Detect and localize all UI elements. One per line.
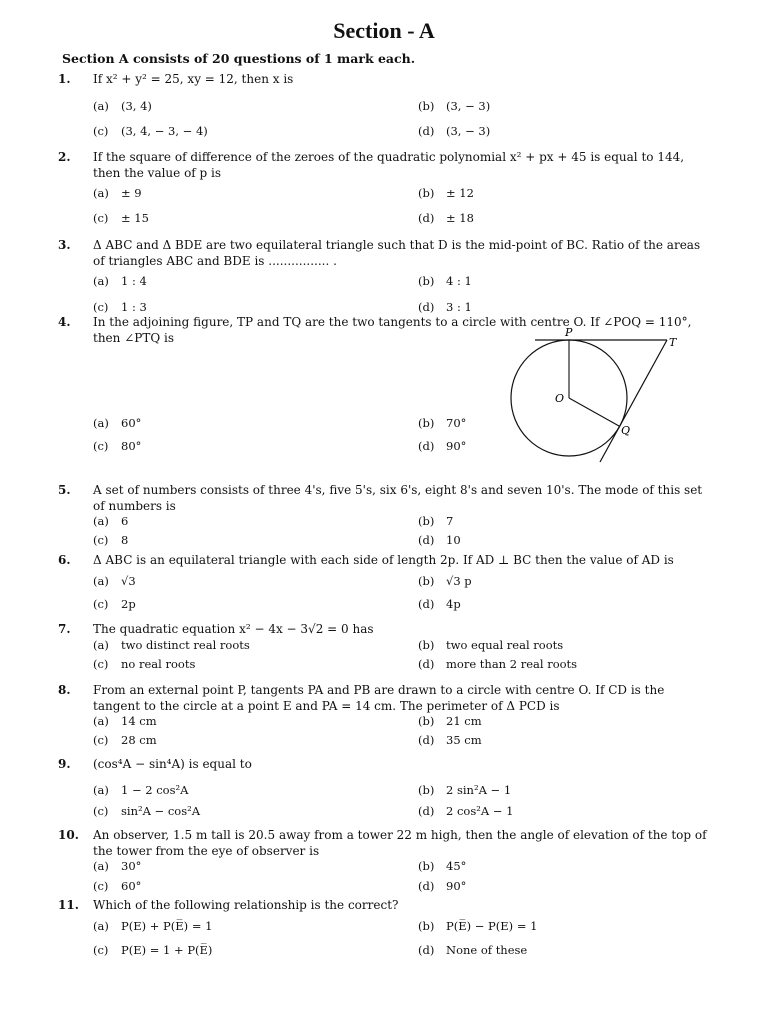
option-a: (a) 60°	[93, 416, 142, 430]
question-text: In the adjoining figure, TP and TQ are the two tangents to a circle with centre O. If ∠POQ = 110°, then ∠PTQ is	[93, 315, 692, 345]
option-c: (c) 60°	[93, 879, 142, 893]
option-d: (d) ± 18	[418, 211, 474, 225]
option-a: (a) 6	[93, 514, 129, 528]
option-d: (d) more than 2 real roots	[418, 657, 578, 671]
option-d: (d) 90°	[418, 879, 467, 893]
option-d: (d) 4p	[418, 597, 461, 611]
question-text: If the square of difference of the zeroes of the quadratic polynomial x² + px + 45 is equal to 144, then the value of p is	[93, 150, 685, 180]
option-b: (b) 70°	[418, 416, 467, 430]
question-text: If x² + y² = 25, xy = 12, then x is	[93, 72, 294, 86]
option-c: (c) 28 cm	[93, 733, 157, 747]
question-number: 10.	[58, 828, 79, 842]
question-number: 11.	[58, 898, 79, 912]
label-p: P	[565, 326, 573, 339]
option-a: (a) ± 9	[93, 186, 142, 200]
label-o: O	[555, 392, 565, 405]
option-c: (c) 8	[93, 533, 129, 547]
question-number: 4.	[58, 315, 71, 329]
option-a: (a) 1 : 4	[93, 274, 147, 288]
question-number: 7.	[58, 622, 71, 636]
option-c: (c) P(E) = 1 + P(E̅)	[93, 943, 213, 957]
label-t: T	[669, 336, 677, 349]
question-text: A set of numbers consists of three 4's, five 5's, six 6's, eight 8's and seven 10's. The mode of this set of numbers is	[93, 483, 703, 513]
tangent-circle-figure	[495, 324, 675, 466]
option-a: (a) √3	[93, 574, 136, 588]
option-b: (b) (3, − 3)	[418, 99, 491, 113]
option-b: (b) 45°	[418, 859, 467, 873]
option-d: (d) 3 : 1	[418, 300, 472, 314]
question-number: 8.	[58, 683, 71, 697]
option-c: (c) sin²A − cos²A	[93, 804, 201, 818]
option-a: (a) two distinct real roots	[93, 638, 250, 652]
option-a: (a) 30°	[93, 859, 142, 873]
option-b: (b) ± 12	[418, 186, 474, 200]
tangent-tq	[600, 340, 667, 462]
option-b: (b) two equal real roots	[418, 638, 564, 652]
question-text: From an external point P, tangents PA and PB are drawn to a circle with centre O. If CD is the tangent to the circle at a point E and PA = 14 cm. The perimeter of Δ PCD is	[93, 683, 665, 713]
option-b: (b) 2 sin²A − 1	[418, 783, 512, 797]
option-d: (d) 2 cos²A − 1	[418, 804, 514, 818]
section-title: Section - A	[333, 18, 435, 43]
option-b: (b) 7	[418, 514, 454, 528]
radius-oq	[569, 398, 619, 426]
option-a: (a) P(E) + P(E̅) = 1	[93, 919, 213, 933]
option-d: (d) 90°	[418, 439, 467, 453]
question-number: 2.	[58, 150, 71, 164]
option-d: (d) 10	[418, 533, 461, 547]
label-q: Q	[621, 424, 631, 437]
option-c: (c) 1 : 3	[93, 300, 147, 314]
question-text: The quadratic equation x² − 4x − 3√2 = 0 has	[93, 622, 374, 636]
option-a: (a) (3, 4)	[93, 99, 152, 113]
question-text: Δ ABC is an equilateral triangle with each side of length 2p. If AD ⊥ BC then the value of AD is	[93, 553, 674, 567]
option-c: (c) no real roots	[93, 657, 196, 671]
option-b: (b) 4 : 1	[418, 274, 472, 288]
question-text: An observer, 1.5 m tall is 20.5 away from a tower 22 m high, then the angle of elevation of the top of the tower from the eye of observer is	[93, 828, 707, 858]
option-d: (d) 35 cm	[418, 733, 482, 747]
option-a: (a) 1 − 2 cos²A	[93, 783, 189, 797]
option-b: (b) P(E̅) − P(E) = 1	[418, 919, 538, 933]
question-text: (cos⁴A − sin⁴A) is equal to	[93, 757, 252, 771]
option-a: (a) 14 cm	[93, 714, 157, 728]
question-number: 9.	[58, 757, 71, 771]
option-c: (c) ± 15	[93, 211, 149, 225]
question-number: 6.	[58, 553, 71, 567]
question-number: 5.	[58, 483, 71, 497]
option-c: (c) 2p	[93, 597, 136, 611]
question-number: 3.	[58, 238, 71, 252]
option-b: (b) √3 p	[418, 574, 472, 588]
question-text: Δ ABC and Δ BDE are two equilateral triangle such that D is the mid-point of BC. Ratio of the areas of triangles ABC and BDE is ................ .	[93, 238, 701, 268]
option-c: (c) 80°	[93, 439, 142, 453]
question-text: Which of the following relationship is the correct?	[93, 898, 399, 912]
option-b: (b) 21 cm	[418, 714, 482, 728]
question-number: 1.	[58, 72, 71, 86]
section-subtitle: Section A consists of 20 questions of 1 mark each.	[62, 51, 416, 66]
option-c: (c) (3, 4, − 3, − 4)	[93, 124, 208, 138]
option-d: (d) None of these	[418, 943, 528, 957]
option-d: (d) (3, − 3)	[418, 124, 491, 138]
